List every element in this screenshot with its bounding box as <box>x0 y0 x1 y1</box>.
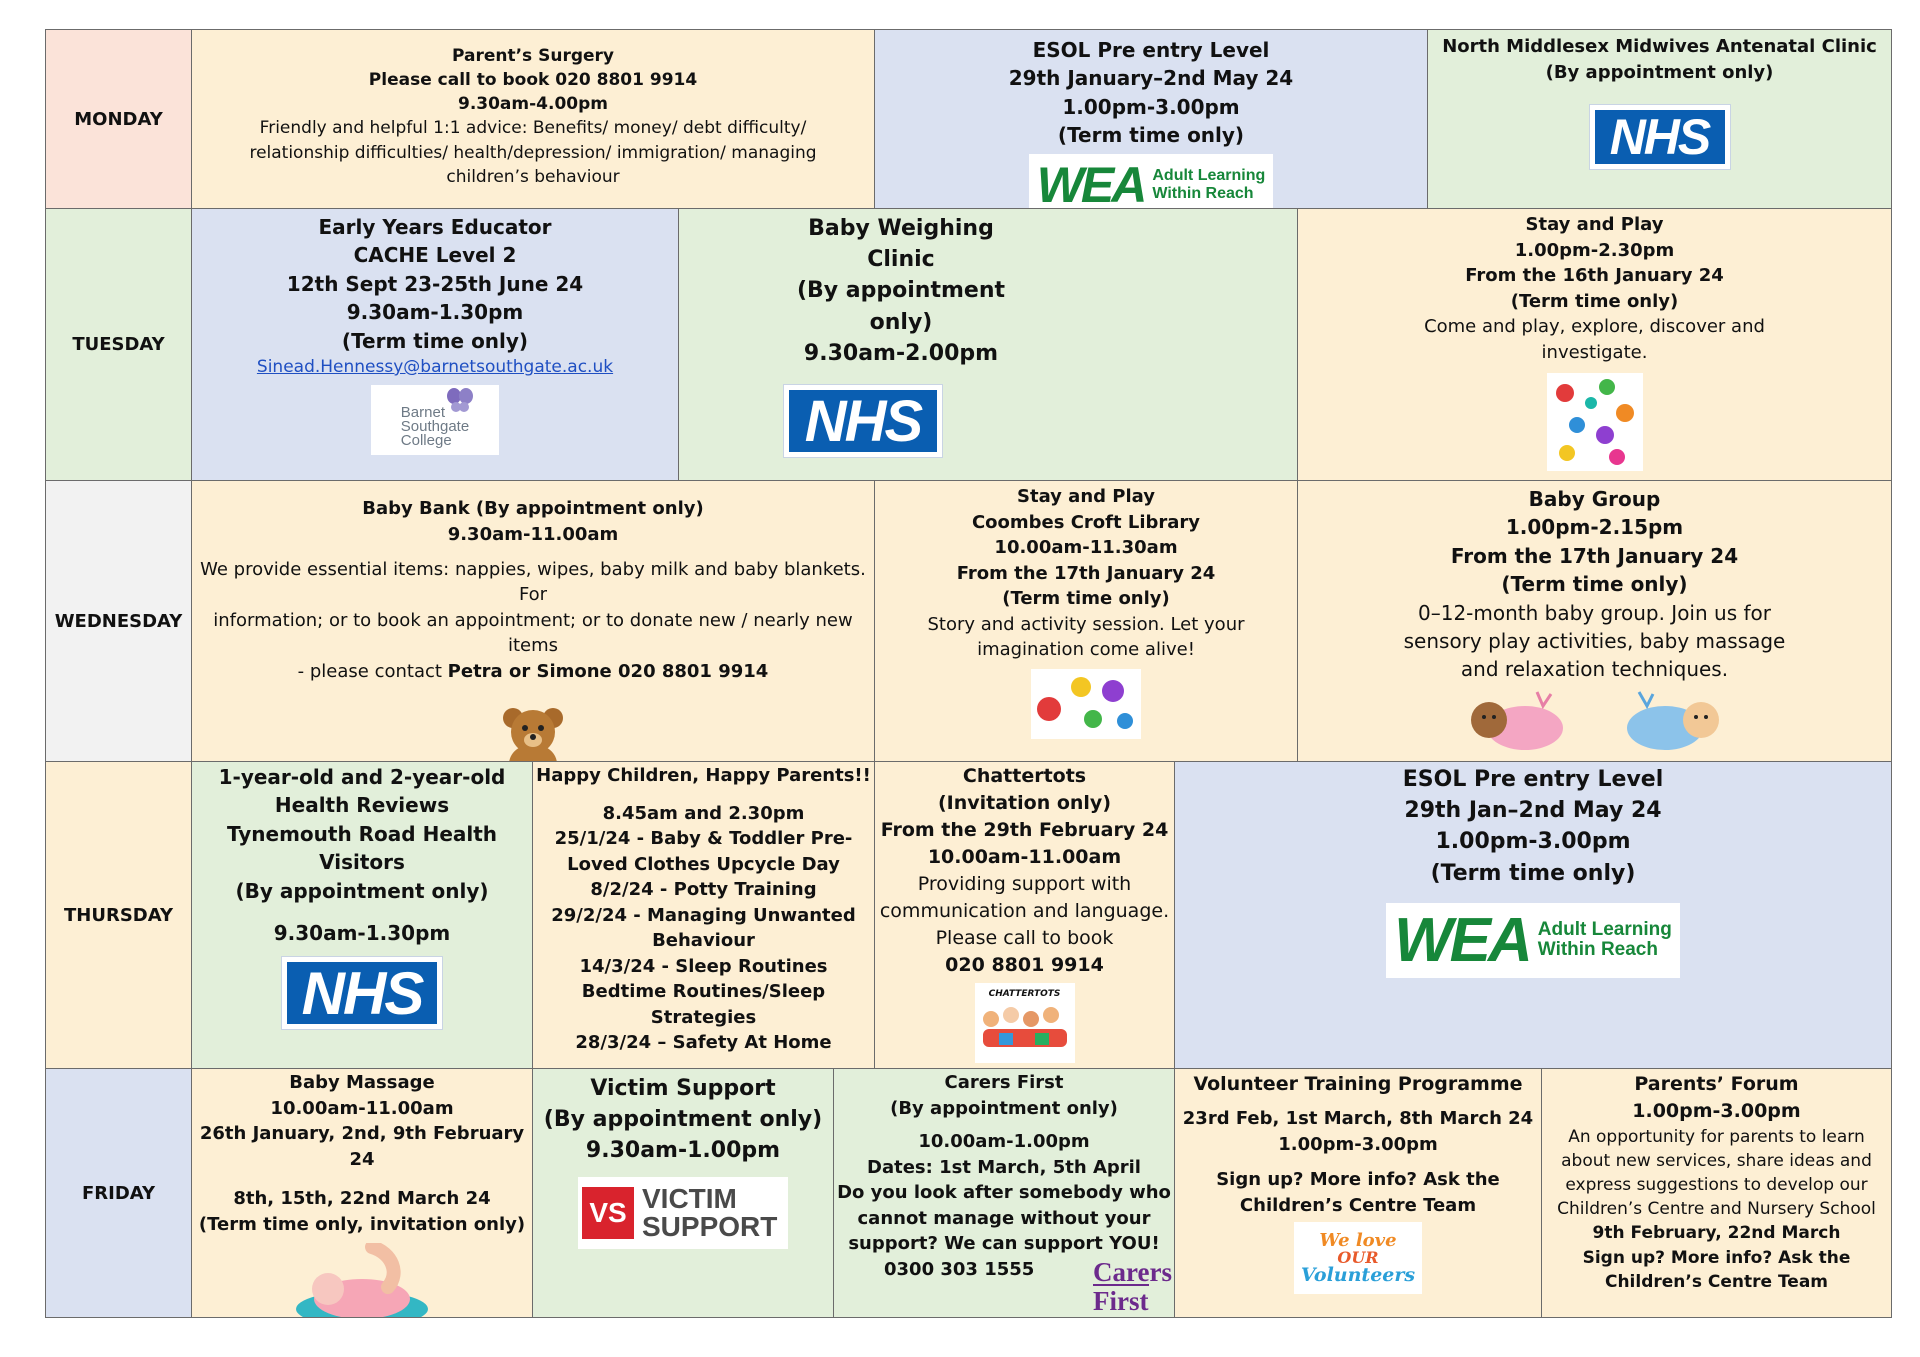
event-description: about new services, share ideas and <box>1561 1151 1872 1172</box>
butterfly-icon <box>445 387 475 413</box>
event-title: Baby Bank (By appointment only) <box>362 498 704 519</box>
friday-baby-massage <box>191 1068 533 1318</box>
thursday-esol <box>1174 761 1892 1069</box>
wea-tagline-1: Adult Learning <box>1537 918 1672 940</box>
friday-victim-support <box>532 1068 834 1318</box>
nhs-logo-text: NHS <box>804 388 922 454</box>
day-label-thursday <box>45 761 192 1069</box>
event-title: Carers First <box>944 1072 1064 1093</box>
event-description: support? We can support YOU! <box>848 1233 1160 1255</box>
wea-logo-mark: WEA <box>1394 905 1530 975</box>
wednesday-baby-group <box>1297 480 1892 762</box>
event-time: 10.00am-11.30am <box>994 537 1178 559</box>
event-description: investigate. <box>1541 341 1648 363</box>
day-label-text: FRIDAY <box>81 1182 156 1204</box>
carers-logo-word: Carers <box>1093 1257 1172 1288</box>
barnet-logo-line: College <box>400 432 452 450</box>
wea-logo-tagline <box>1152 167 1265 202</box>
wednesday-stay-and-play <box>874 480 1298 762</box>
event-description: Sign up? More info? Ask the <box>1216 1169 1500 1191</box>
event-title: ESOL Pre entry Level <box>1032 38 1270 62</box>
event-time: 9.30am-2.00pm <box>803 340 999 366</box>
volunteers-logo-line: OUR <box>1337 1247 1379 1267</box>
event-time: 9.30am-1.00pm <box>585 1138 781 1164</box>
event-description: Children’s Centre and Nursery School <box>1557 1199 1876 1220</box>
volunteers-logo-line: We love <box>1319 1229 1397 1251</box>
event-contact-line <box>298 659 769 685</box>
weighing-text-block <box>785 213 1017 369</box>
event-description: Children’s Centre Team <box>1239 1194 1477 1216</box>
event-description: An opportunity for parents to learn <box>1568 1126 1865 1147</box>
barnet-logo-line: Barnet <box>400 403 445 421</box>
tuesday-baby-weighing <box>678 208 1298 481</box>
session-item: 14/3/24 - Sleep Routines <box>579 955 828 977</box>
day-label-wednesday <box>45 480 192 762</box>
event-time: 9.30am-1.30pm <box>346 300 524 325</box>
event-description: Come and play, explore, discover and <box>1424 316 1765 338</box>
event-note: (By appointment only) <box>796 278 1006 335</box>
event-title: Stay and Play <box>1017 486 1155 507</box>
event-description: imagination come alive! <box>977 639 1195 661</box>
victim-support-wordmark <box>642 1182 778 1242</box>
contact-phone: Petra or Simone 020 8801 9914 <box>447 660 769 682</box>
event-title: Baby Weighing Clinic <box>808 216 994 273</box>
baby-boy-icon <box>1623 688 1723 754</box>
event-time: 1.00pm-3.00pm <box>1278 1133 1438 1155</box>
chattertots-logo <box>975 983 1075 1063</box>
thursday-chattertots <box>874 761 1175 1069</box>
event-description: - please contact <box>297 660 442 682</box>
contact-phone: 0300 303 1555 <box>884 1258 1035 1280</box>
nhs-logo-text: NHS <box>301 959 423 1027</box>
victim-support-word: VICTIM <box>642 1182 737 1214</box>
event-title: Health Reviews <box>274 793 450 818</box>
contact-phone: 020 8801 9914 <box>945 953 1104 976</box>
friday-volunteer-training <box>1174 1068 1542 1318</box>
event-term: (Term time only) <box>341 328 529 353</box>
thursday-happy-children <box>532 761 875 1069</box>
monday-esol <box>874 29 1428 209</box>
nhs-logo <box>1590 105 1730 169</box>
event-time: 10.00am-11.00am <box>927 845 1122 868</box>
event-title: Baby Group <box>1528 487 1661 511</box>
event-time: 10.00am-1.00pm <box>918 1131 1090 1153</box>
day-label-text: WEDNESDAY <box>54 610 183 632</box>
event-description: Sign up? More info? Ask the <box>1582 1247 1851 1268</box>
event-note: (By appointment only) <box>543 1107 823 1133</box>
event-term: (Term time only) <box>1057 123 1245 148</box>
event-title: Chattertots <box>962 765 1087 787</box>
event-note: (By appointment only) <box>235 878 489 903</box>
event-term: (Term time only) <box>1501 572 1688 597</box>
event-dates: 29th January–2nd May 24 <box>1008 66 1294 91</box>
booking-line: Please call to book 020 8801 9914 <box>368 70 698 91</box>
event-description: sensory play activities, baby massage <box>1403 628 1786 653</box>
wea-tagline-2: Within Reach <box>1152 184 1254 202</box>
event-from: From the 16th January 24 <box>1465 265 1724 287</box>
event-time: 10.00am-11.00am <box>270 1097 454 1119</box>
event-description: Story and activity session. Let your <box>927 613 1245 635</box>
volunteers-logo <box>1294 1222 1422 1294</box>
baby-girl-icon <box>1467 688 1567 754</box>
children-icon <box>979 999 1071 1051</box>
event-time: 1.00pm-3.00pm <box>1062 94 1240 119</box>
event-venue: Coombes Croft Library <box>971 511 1201 533</box>
event-term: (Term time only) <box>1430 860 1636 886</box>
event-note: (Term time only, invitation only) <box>198 1213 526 1235</box>
day-label-text: THURSDAY <box>64 904 173 926</box>
event-from: From the 29th February 24 <box>880 818 1169 841</box>
victim-support-word: SUPPORT <box>642 1210 778 1242</box>
event-title: Parent’s Surgery <box>451 46 614 66</box>
event-description: communication and language. <box>879 899 1170 922</box>
wednesday-baby-bank <box>191 480 875 762</box>
monday-parents-surgery <box>191 29 875 209</box>
event-description: We provide essential items: nappies, wipes, baby milk and baby blankets. For <box>200 558 866 606</box>
event-description: and relaxation techniques. <box>1460 657 1729 682</box>
session-item: Loved Clothes Upcycle Day <box>567 853 840 875</box>
wea-tagline-2: Within Reach <box>1537 939 1658 961</box>
event-term: (Term time only) <box>1002 588 1170 610</box>
event-time: 1.00pm-2.30pm <box>1514 239 1675 261</box>
contact-email-link[interactable]: Sinead.Hennessy@barnetsouthgate.ac.uk <box>256 356 614 377</box>
event-dates: 29th Jan–2nd May 24 <box>1404 798 1662 824</box>
monday-midwives <box>1427 29 1892 209</box>
event-note: (By appointment only) <box>890 1097 1118 1119</box>
day-label-tuesday <box>45 208 192 481</box>
event-time: 1.00pm-3.00pm <box>1632 1099 1801 1122</box>
event-from: From the 17th January 24 <box>956 562 1216 584</box>
wea-logo-mark: WEA <box>1036 156 1145 209</box>
wea-logo <box>1386 903 1680 978</box>
event-title: ESOL Pre entry Level <box>1402 767 1664 792</box>
event-venue: Tynemouth Road Health <box>226 821 498 846</box>
victim-support-mark: VS <box>582 1187 634 1239</box>
session-item: 25/1/24 - Baby & Toddler Pre- <box>554 828 853 850</box>
friday-carers-first <box>833 1068 1175 1318</box>
babies-illustration <box>1467 688 1723 754</box>
session-item: Behaviour <box>652 930 755 952</box>
event-title: Happy Children, Happy Parents!! <box>536 765 871 786</box>
event-description: Do you look after somebody who <box>837 1182 1171 1204</box>
event-level: CACHE Level 2 <box>353 243 517 268</box>
day-label-text: TUESDAY <box>72 334 165 355</box>
day-label-friday <box>45 1068 192 1318</box>
friday-parents-forum <box>1541 1068 1892 1318</box>
carers-first-logo <box>1093 1258 1172 1315</box>
barnet-logo-line: Southgate <box>400 417 470 435</box>
event-title: Parents’ Forum <box>1634 1073 1799 1095</box>
event-description: children’s behaviour <box>446 166 620 187</box>
chattertots-logo-text: CHATTERTOTS <box>988 988 1061 999</box>
event-title: 1-year-old and 2-year-old <box>218 765 506 789</box>
event-dates: 26th January, 2nd, 9th February 24 <box>199 1123 525 1170</box>
tuesday-stay-and-play <box>1297 208 1892 481</box>
event-description: Friendly and helpful 1:1 advice: Benefits/ money/ debt difficulty/ <box>259 118 807 139</box>
session-item: 29/2/24 - Managing Unwanted <box>551 904 856 926</box>
event-description: cannot manage without your <box>857 1207 1151 1229</box>
wea-logo <box>1029 154 1274 209</box>
event-description: Children’s Centre Team <box>1604 1271 1829 1292</box>
event-title: Stay and Play <box>1525 214 1664 235</box>
teddy-bear-icon <box>497 704 569 761</box>
day-label-monday <box>45 29 192 209</box>
carers-logo-word: First <box>1093 1285 1149 1316</box>
event-title: Baby Massage <box>289 1072 435 1093</box>
nhs-logo <box>784 385 942 457</box>
session-item: 8/2/24 - Potty Training <box>590 879 817 901</box>
event-description: Providing support with <box>917 872 1132 895</box>
wea-tagline-1: Adult Learning <box>1152 166 1266 184</box>
nhs-logo <box>282 957 442 1029</box>
event-from: From the 17th January 24 <box>1450 543 1739 568</box>
barnet-southgate-logo <box>371 385 499 455</box>
volunteers-logo-line: Volunteers <box>1300 1263 1416 1286</box>
event-dates: 8th, 15th, 22nd March 24 <box>233 1187 491 1209</box>
event-time: 8.45am and 2.30pm <box>602 802 805 824</box>
event-time: 9.30am-1.30pm <box>273 920 451 945</box>
event-title: Volunteer Training Programme <box>1193 1073 1523 1095</box>
handprints-icon <box>1031 669 1141 739</box>
event-title: Early Years Educator <box>318 215 552 239</box>
event-dates: Dates: 1st March, 5th April <box>867 1156 1141 1178</box>
session-item: Bedtime Routines/Sleep Strategies <box>581 981 826 1028</box>
nhs-logo-text: NHS <box>1609 109 1710 166</box>
event-title: North Middlesex Midwives Antenatal Clinic <box>1442 36 1877 57</box>
event-dates: 12th Sept 23-25th June 24 <box>286 271 584 296</box>
thursday-health-reviews <box>191 761 533 1069</box>
wea-logo-tagline <box>1538 920 1672 962</box>
event-note: (By appointment only) <box>1545 61 1774 83</box>
victim-support-logo <box>578 1177 788 1249</box>
event-time: 9.30am-4.00pm <box>457 94 608 115</box>
day-label-text: MONDAY <box>74 108 163 130</box>
event-description: 0–12-month baby group. Join us for <box>1418 600 1771 625</box>
event-venue: Visitors <box>319 850 405 875</box>
baby-massage-icon <box>292 1243 432 1317</box>
session-item: 28/3/24 – Safety At Home <box>575 1032 832 1054</box>
event-time: 1.00pm-2.15pm <box>1505 515 1684 540</box>
event-dates: 9th February, 22nd March <box>1592 1223 1841 1244</box>
event-term: (Term time only) <box>1510 290 1679 312</box>
event-note: (Invitation only) <box>937 791 1112 814</box>
event-dates: 23rd Feb, 1st March, 8th March 24 <box>1182 1107 1534 1129</box>
event-time: 9.30am-11.00am <box>447 523 619 545</box>
event-description: Please call to book <box>935 926 1114 949</box>
event-time: 1.00pm-3.00pm <box>1435 829 1631 855</box>
handprints-icon <box>1547 373 1643 471</box>
event-description: relationship difficulties/ health/depression/ immigration/ managing <box>249 142 817 163</box>
tuesday-early-years <box>191 208 679 481</box>
event-description: information; or to book an appointment; or to donate new / nearly new items <box>213 609 853 657</box>
event-title: Victim Support <box>590 1076 776 1101</box>
event-description: express suggestions to develop our <box>1565 1175 1868 1196</box>
